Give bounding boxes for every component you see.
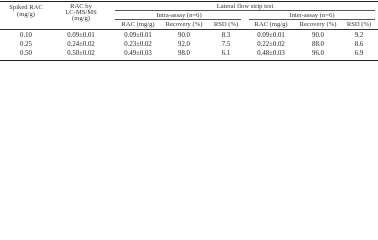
- header-rac-lcms-line3: (mg/g): [72, 15, 90, 22]
- row3-intra-rsd: 6.1: [221, 50, 231, 57]
- row2-intra-rsd: 7.5: [221, 41, 231, 48]
- row2-rac-lcms: 0.24±0.02: [67, 41, 95, 48]
- row1-intra-rac: 0.09±0.01: [124, 32, 152, 39]
- row1-intra-recovery: 90.0: [178, 32, 190, 39]
- header-rac-lcms-line1: RAC by: [70, 3, 92, 10]
- row2-intra-recovery: 92.0: [178, 41, 190, 48]
- table-top-rule: [0, 1, 378, 2]
- row1-inter-rac: 0.09±0.01: [257, 32, 285, 39]
- header-spiked-line2: (mg/g): [17, 11, 35, 18]
- header-inter-rsd: RSD (%): [346, 21, 372, 28]
- row1-inter-recovery: 90.0: [312, 32, 324, 39]
- row2-inter-rac: 0.22±0.02: [257, 41, 285, 48]
- header-inter-recovery: Recovery (%): [299, 21, 337, 28]
- row2-spiked: 0.25: [20, 41, 32, 48]
- header-lateral-flow-group: Lateral flow strip test: [216, 3, 274, 10]
- row3-inter-recovery: 96.0: [312, 50, 324, 57]
- header-inter-rac: RAC (mg/g): [254, 21, 288, 28]
- row1-spiked: 0.10: [20, 32, 32, 39]
- row2-inter-rsd: 8.6: [354, 41, 364, 48]
- row3-inter-rac: 0.48±0.03: [257, 50, 285, 57]
- row3-inter-rsd: 6.9: [354, 50, 364, 57]
- row1-rac-lcms: 0.09±0.01: [67, 32, 95, 39]
- inter-group-rule: [249, 19, 375, 20]
- header-intra-recovery: Recovery (%): [165, 21, 203, 28]
- header-inter-assay: Inter-assay (n=6): [289, 12, 335, 19]
- row1-intra-rsd: 8.3: [221, 32, 231, 39]
- intra-group-rule: [115, 19, 241, 20]
- header-intra-rac: RAC (mg/g): [121, 21, 155, 28]
- row3-spiked: 0.50: [20, 50, 32, 57]
- row3-intra-rac: 0.49±0.03: [124, 50, 152, 57]
- table-bottom-rule: [0, 60, 378, 61]
- header-spiked-line1: Spiked RAC: [9, 4, 43, 11]
- header-intra-rsd: RSD (%): [213, 21, 239, 28]
- row1-inter-rsd: 9.2: [354, 32, 364, 39]
- lfs-group-rule: [115, 10, 375, 11]
- row3-rac-lcms: 0.50±0.02: [67, 50, 95, 57]
- row3-intra-recovery: 98.0: [178, 50, 190, 57]
- header-bottom-rule: [0, 29, 378, 30]
- header-rac-lcms-line2: LC-MS/MS: [65, 9, 97, 16]
- row2-intra-rac: 0.23±0.02: [124, 41, 152, 48]
- header-intra-assay: Intra-assay (n=6): [156, 12, 202, 19]
- results-table: [0, 0, 378, 62]
- row2-inter-recovery: 88.0: [312, 41, 324, 48]
